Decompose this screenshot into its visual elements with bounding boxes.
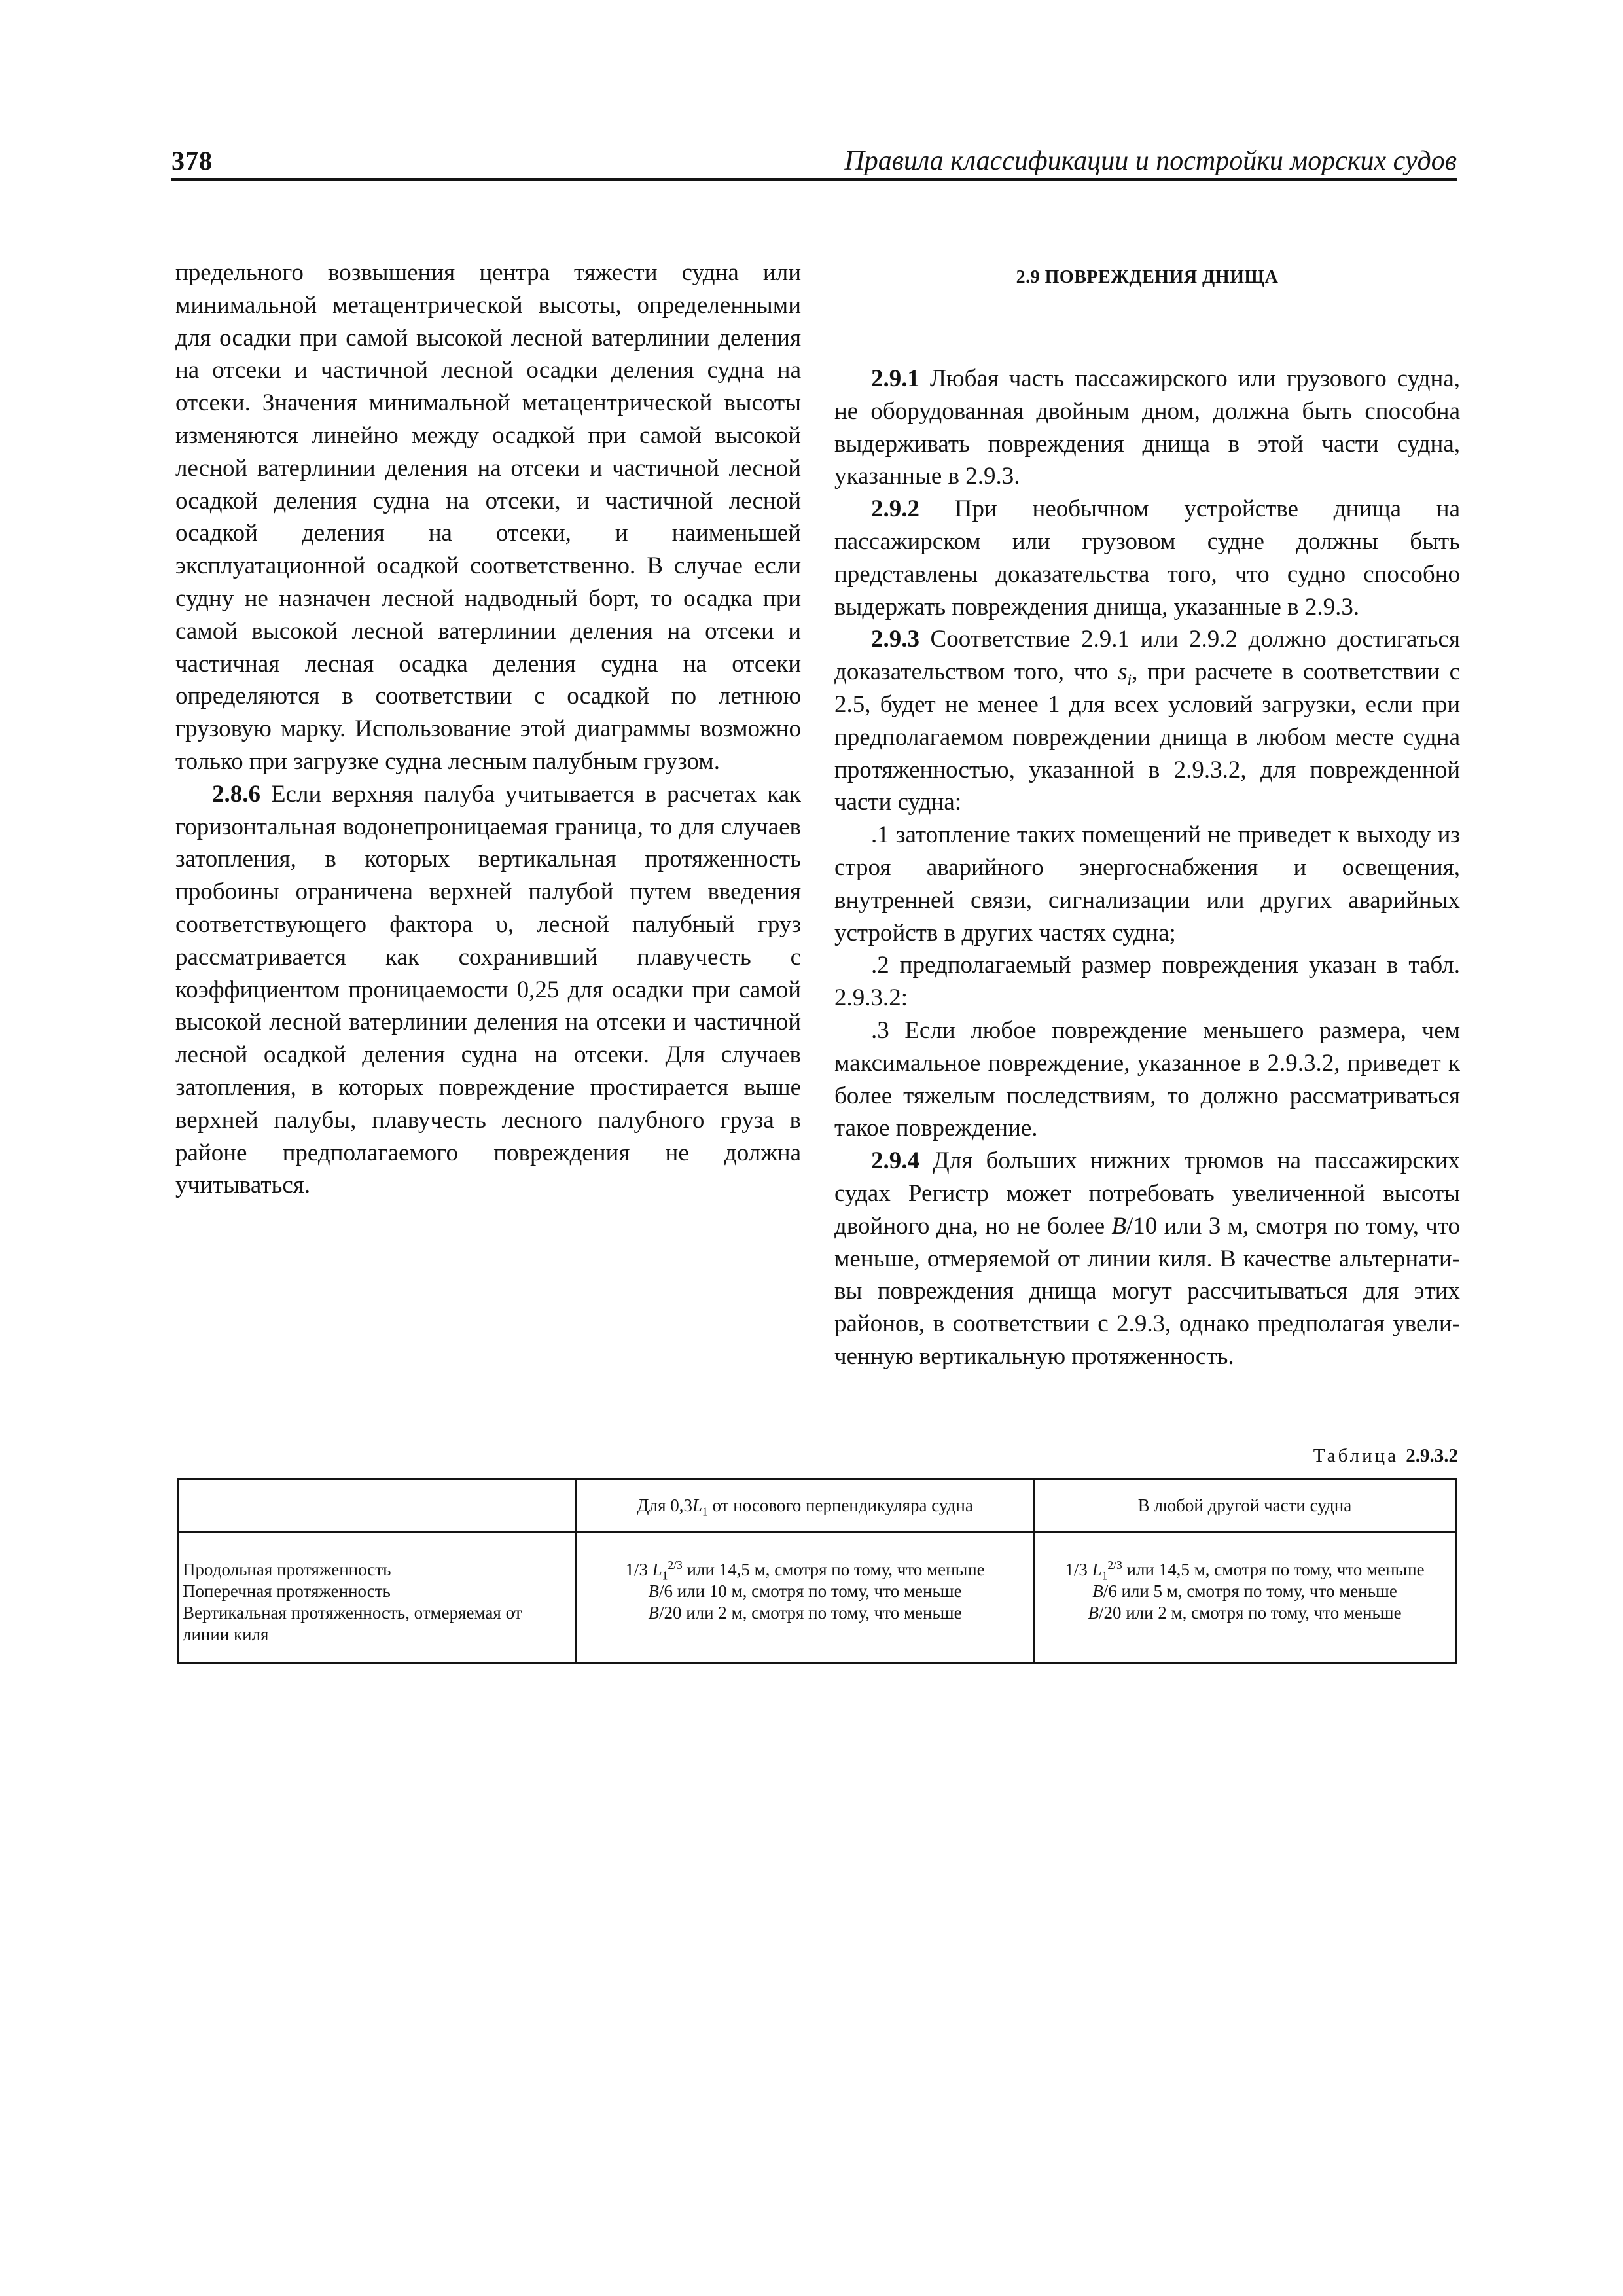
table-row — [178, 1532, 1456, 1664]
value-longitudinal-forward: 1/3 $L_1^{2/3}$ или 14,5 м, смотря по тому, что меньше — [625, 1558, 985, 1583]
table-cell-other — [1034, 1532, 1456, 1664]
paragraph-continuation: предельного возвышения центра тяжести судна или минимальной метацентрической высоты, определенными для осадки при самой высокой лесной ватерлинии деления на отсеки и частичной лесной осадки деления судна на отсеки. Значения минимальной метацентрической высоты изменяются линейно между осадкой при самой высокой лесной ватерлинии деления на отсеки и частичной лесной осадкой деления судна на отсеки, и частичной лесной осадкой деления на отсеки, и наименьшей эксплуатационной осадкой соответственно. В случае если судну не назначен лесной надводный борт, то осадка при самой высокой лесной ватерлинии деления на отсеки и частичная лесная осадка деления судна на отсеки определяются в соответствии с осадкой по летнюю грузовую марку. Использование этой диаграммы возможно только при загрузке судна лесным палубным грузом. — [175, 259, 801, 775]
value-transverse-other: B/6 или 5 м, смотря по тому, что меньше — [1092, 1581, 1397, 1601]
page-number: 378 — [171, 146, 213, 175]
table-caption-word: Таблица — [1313, 1445, 1399, 1466]
paragraph-2-9-4 — [834, 1145, 1460, 1373]
paragraph-text: При необычном устройстве днища на пассажирском или грузовом судне должны быть представлены доказательства того, что судно способно выдержать повреждения днища, указанные в 2.9.3. — [834, 495, 1461, 620]
paragraph-number: 2.9.1 — [871, 365, 919, 392]
subscript-i: i — [1127, 672, 1132, 689]
list-item-3: .3 Если любое повреждение меньшего размера, чем максимальное повреждение, указанное в 2.9.3.2, приведет к более тяжелым последствиям, то должно рассматриваться такое повреждение. — [834, 1016, 1460, 1142]
table-cell-labels — [178, 1532, 577, 1664]
value-vertical-forward: B/20 или 2 м, смотря по тому, что меньше — [648, 1603, 962, 1623]
paragraph-text: Любая часть пассажирского или грузового судна, не оборудованная двойным дном, должна быть способна выдерживать повреждения днища в этой части судна, указанные в 2.9.3. — [834, 365, 1461, 490]
list-item-2: .2 предполагаемый размер повреждения указан в табл. 2.9.3.2: — [834, 952, 1460, 1012]
paragraph-text: Соответствие 2.9.1 или 2.9.2 должно достигаться доказательством того, что — [834, 626, 1460, 686]
value-transverse-forward: B/6 или 10 м, смотря по тому, что меньше — [648, 1581, 962, 1601]
page-header — [171, 145, 1457, 182]
table-header-forward: Для $0,3L_1$ от носового перпендикуляра судна — [577, 1479, 1034, 1532]
row-label-transverse: Поперечная протяженность — [183, 1581, 391, 1601]
table-header-empty — [178, 1479, 577, 1532]
row-label-longitudinal: Продольная протяженность — [183, 1560, 391, 1579]
value-vertical-other: B/20 или 2 м, смотря по тому, что меньше — [1088, 1603, 1402, 1623]
list-item-1: .1 затопление таких помещений не приведет к выходу из строя аварийного энергоснабжения и освещения, внутренней связи, сигнализации или других аварийных устройств в других частях судна; — [834, 821, 1460, 946]
value-longitudinal-other: 1/3 $L_1^{2/3}$ или 14,5 м, смотря по тому, что меньше — [1065, 1558, 1425, 1583]
table-caption-number: 2.9.3.2 — [1406, 1445, 1458, 1466]
paragraph-number: 2.9.2 — [871, 495, 919, 523]
paragraph-2-8-6 — [175, 778, 801, 1202]
paragraph-2-9-1 — [834, 363, 1460, 493]
paragraph-text: Если верхняя палуба учитывается в расчетах как горизонтальная водонепроницаемая граница, то для случаев затопления, в которых вертикальная протяженность пробоины ограничена верхней палубой путем введения соответствующего фактора υ, лесной палубный груз рассматривается как сохранивший плавучесть с коэффициентом проницаемости 0,25 для осадки при самой высокой лесной ватерлинии деления на отсеки и частичной лесной осадкой деления судна на отсеки. Для случаев затопления, в которых повреждение простирается выше верхней палубы, плавучесть лесного палубного груза в районе предполагаемого повреждения не должна учитываться. — [175, 780, 801, 1199]
paragraph-text: Для больших нижних трюмов на пассажирских судах Регистр может потребовать увеличенной высоты двойного дна, но не более — [834, 1147, 1461, 1240]
paragraph-number: 2.9.4 — [871, 1147, 919, 1175]
running-title: Правила классификации и постройки морских судов — [844, 146, 1457, 176]
table-caption — [1313, 1445, 1458, 1467]
paragraph-number: 2.9.3 — [871, 626, 919, 653]
paragraph-number: 2.8.6 — [212, 780, 260, 808]
left-column — [175, 257, 801, 1202]
table-header-row — [178, 1479, 1456, 1532]
paragraph-text: /10 или 3 м, смотря по тому, что меньше, отмеряемой от линии киля. В качестве альтернати-вы повреждения днища могут рассчитываться для этих районов, в соответствии с 2.9.3, однако предполагая увели-ченную вертикальную протяженность. — [834, 1212, 1461, 1370]
table-cell-forward — [577, 1532, 1034, 1664]
variable-s: s — [1118, 658, 1128, 686]
section-title: 2.9 ПОВРЕЖДЕНИЯ ДНИЩА — [1016, 267, 1279, 287]
paragraph-2-9-3 — [834, 623, 1460, 819]
paragraph-2-9-2 — [834, 493, 1460, 623]
damage-table — [177, 1478, 1457, 1664]
header-rule — [171, 178, 1457, 181]
paragraph-text: , при расчете в соответствии с 2.5, будет не менее 1 для всех условий загрузки, если при предполагаемом повреждении днища в любом месте судна протяженностью, указанной в 2.9.3.2, для поврежденной части судна: — [834, 658, 1460, 816]
variable-b: B — [1111, 1212, 1127, 1240]
right-column — [834, 257, 1460, 1373]
table-header-other: В любой другой части судна — [1034, 1479, 1456, 1532]
row-label-vertical: Вертикальная протяженность, отмеряемая от линии киля — [183, 1603, 522, 1644]
